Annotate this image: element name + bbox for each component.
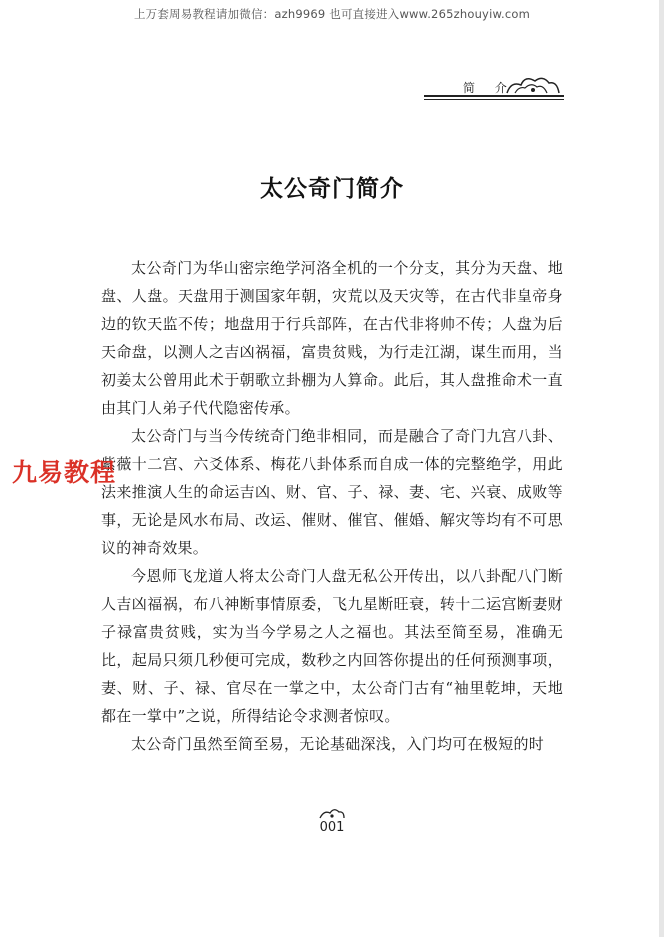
paragraph-2: 太公奇门与当今传统奇门绝非相同，而是融合了奇门九宫八卦、紫薇十二宫、六爻体系、梅花八卦体系而自成一体的完整绝学，用此法来推演人生的命运吉凶、财、官、子、禄、妻、宅、兴衰、成败等事，无论是风水布局、改运、催财、催官、催婚、解灾等均有不可思议的神奇效果。: [101, 427, 563, 557]
running-header: 简 介: [463, 81, 515, 95]
paragraph-3: 今恩师飞龙道人将太公奇门人盘无私公开传出，以八卦配八门断人吉凶福祸，布八神断事情原委，飞九星断旺衰，转十二运宫断妻财子禄富贵贫贱，实为当今学易之人之福也。其法至简至易，准确无比，起局只须几秒便可完成，数秒之内回答你提出的任何预测事项，妻、财、子、禄、官尽在一掌之中，太公奇门古有“袖里乾坤，天地都在一掌中”之说，所得结论令求测者惊叹。: [101, 567, 563, 725]
page-ornament-icon: [318, 806, 346, 820]
watermark-logo: 九易教程: [12, 458, 117, 487]
paragraph-4: 太公奇门虽然至简至易，无论基础深浅，入门均可在极短的时: [131, 735, 545, 753]
body-text: [101, 254, 563, 758]
paragraph-1: 太公奇门为华山密宗绝学河洛全机的一个分支，其分为天盘、地盘、人盘。天盘用于测国家年朝，灾荒以及天灾等，在古代非皇帝身边的钦天监不传；地盘用于行兵部阵，在古代非将帅不传；人盘为后天命盘，以测人之吉凶祸福，富贵贫贱，为行走江湖，谋生而用，当初姜太公曾用此术于朝歌立卦棚为人算命。此后，其人盘推命术一直由其门人弟子代代隐密传承。: [101, 259, 563, 417]
cloud-ornament-icon: [503, 73, 561, 95]
page-edge-shadow: [659, 0, 664, 937]
header-rule: [424, 95, 564, 97]
top-banner: 上万套周易教程请加微信：azh9969 也可直接进入www.265zhouyiw.com: [133, 7, 531, 21]
page-title: 太公奇门简介: [260, 176, 404, 202]
page-number: 001: [319, 820, 345, 835]
header-rule-thin: [424, 99, 564, 100]
